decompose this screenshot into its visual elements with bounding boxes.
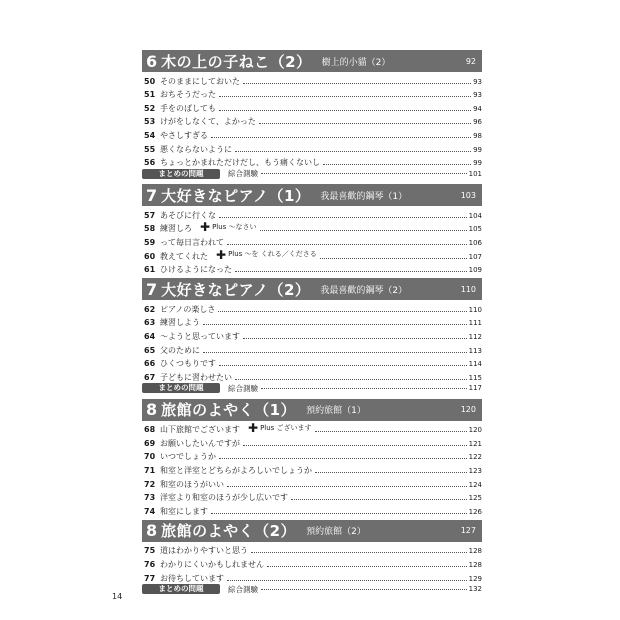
toc-entry[interactable] — [142, 542, 482, 556]
toc-entry[interactable] — [142, 300, 482, 314]
plus-note — [216, 249, 317, 261]
leader-dots — [315, 472, 467, 473]
toc-entry[interactable] — [142, 247, 482, 261]
entry-text: 和室にします — [160, 506, 208, 516]
entry-number: 71 — [144, 466, 156, 476]
leader-dots — [320, 258, 467, 259]
lesson-section — [142, 520, 482, 596]
entry-text: 父のために — [160, 345, 200, 355]
leader-dots — [261, 589, 467, 590]
lesson-page: 103 — [460, 190, 476, 200]
plus-note — [200, 221, 257, 233]
lesson-page: 127 — [460, 526, 476, 536]
review-entry[interactable] — [142, 167, 482, 180]
lesson-section — [142, 399, 482, 516]
review-badge: まとめの問題 — [142, 383, 220, 393]
entry-text: おちそうだった — [160, 90, 216, 100]
entry-number: 55 — [144, 144, 156, 154]
leader-dots — [211, 513, 467, 514]
entry-number: 53 — [144, 117, 156, 127]
entry-page: 99 — [473, 145, 482, 154]
leader-dots — [235, 379, 467, 380]
entry-page: 94 — [473, 104, 482, 113]
plus-text: Plus ございます — [260, 423, 312, 432]
entry-text: 練習しろ — [160, 224, 192, 234]
entry-number: 52 — [144, 103, 156, 113]
entry-text: 練習しよう — [160, 318, 200, 328]
leader-dots — [243, 338, 467, 339]
entry-number: 74 — [144, 506, 156, 516]
lesson-section — [142, 184, 482, 274]
review-entry[interactable] — [142, 382, 482, 395]
leader-dots — [259, 123, 471, 124]
entry-page: 93 — [473, 77, 482, 86]
entry-number: 67 — [144, 372, 156, 382]
entry-text: ひくつもりです — [160, 359, 216, 369]
entry-number: 59 — [144, 237, 156, 247]
leader-dots — [219, 217, 467, 218]
entry-page: 93 — [473, 91, 482, 100]
plus-icon: ✚ — [216, 247, 227, 262]
review-badge: まとめの問題 — [142, 169, 220, 179]
leader-dots — [203, 352, 467, 353]
leader-dots — [267, 566, 467, 567]
entry-page: 125 — [468, 494, 482, 503]
leader-dots — [315, 431, 467, 432]
leader-dots — [251, 552, 467, 553]
leader-dots — [261, 173, 467, 174]
entry-number: 72 — [144, 479, 156, 489]
lesson-section — [142, 278, 482, 395]
leader-dots — [243, 83, 471, 84]
entry-number: 69 — [144, 438, 156, 448]
lesson-subtitle: 我最喜歡的鋼琴（1） — [320, 191, 408, 202]
entry-text: ひけるようになった — [160, 265, 232, 275]
toc-entry[interactable] — [142, 555, 482, 569]
leader-dots — [323, 164, 471, 165]
entry-text: わかりにくいかもしれません — [160, 560, 264, 570]
entry-number: 63 — [144, 318, 156, 328]
entry-text: って毎日言われて — [160, 237, 224, 247]
entry-number: 58 — [144, 224, 156, 234]
entry-page: 96 — [473, 118, 482, 127]
review-page: 132 — [468, 585, 482, 594]
entry-text: そのままにしておいた — [160, 76, 240, 86]
lesson-number: 8 — [146, 521, 158, 541]
leader-dots — [219, 458, 467, 459]
lesson-title: 大好きなピアノ（2） — [161, 280, 311, 299]
entry-page: 111 — [468, 319, 482, 328]
toc-entry[interactable] — [142, 421, 482, 435]
leader-dots — [219, 96, 471, 97]
entry-page: 121 — [468, 439, 482, 448]
lesson-subtitle: 預約旅館（1） — [306, 406, 366, 417]
toc-entry[interactable] — [142, 569, 482, 583]
page-number: 14 — [112, 592, 123, 601]
entry-text: 道はわかりやすいと思う — [160, 546, 248, 556]
lesson-section — [142, 50, 482, 180]
lesson-title: 木の上の子ねこ（2） — [161, 52, 312, 71]
entry-number: 50 — [144, 76, 156, 86]
entry-page: 124 — [468, 480, 482, 489]
toc-entry[interactable] — [142, 502, 482, 516]
entry-text: けがをしなくて、よかった — [160, 117, 256, 127]
lesson-header[interactable] — [142, 520, 482, 542]
lesson-header[interactable] — [142, 399, 482, 421]
toc-entry[interactable] — [142, 475, 482, 489]
entry-number: 62 — [144, 304, 156, 314]
leader-dots — [235, 271, 467, 272]
leader-dots — [211, 137, 471, 138]
toc-entry[interactable] — [142, 154, 482, 168]
review-page: 101 — [468, 169, 482, 178]
entry-number: 70 — [144, 452, 156, 462]
entry-page: 110 — [468, 305, 482, 314]
toc-entry[interactable] — [142, 86, 482, 100]
entry-text: お待ちしています — [160, 573, 224, 583]
review-label: 綜合測驗 — [228, 169, 258, 179]
table-of-contents — [142, 50, 482, 600]
entry-page: 99 — [473, 159, 482, 168]
entry-text: 教えてくれた — [160, 251, 208, 261]
toc-entry[interactable] — [142, 489, 482, 503]
entry-page: 104 — [468, 211, 482, 220]
leader-dots — [218, 311, 466, 312]
entry-page: 112 — [468, 332, 482, 341]
lesson-number: 7 — [146, 279, 158, 299]
leader-dots — [260, 230, 467, 231]
leader-dots — [219, 365, 467, 366]
entry-text: 洋室より和室のほうが少し広いです — [160, 493, 288, 503]
toc-entry[interactable] — [142, 327, 482, 341]
entry-number: 77 — [144, 573, 156, 583]
entry-number: 64 — [144, 331, 156, 341]
leader-dots — [219, 110, 471, 111]
entry-page: 107 — [468, 252, 482, 261]
toc-entry[interactable] — [142, 99, 482, 113]
toc-entry[interactable] — [142, 140, 482, 154]
review-entry[interactable] — [142, 583, 482, 596]
toc-entry[interactable] — [142, 461, 482, 475]
entry-page: 98 — [473, 131, 482, 140]
lesson-page: 92 — [465, 56, 476, 66]
entry-page: 113 — [468, 346, 482, 355]
entry-number: 65 — [144, 345, 156, 355]
toc-entry[interactable] — [142, 126, 482, 140]
lesson-header[interactable] — [142, 50, 482, 72]
lesson-number: 8 — [146, 400, 158, 420]
lesson-subtitle: 預約旅館（2） — [306, 527, 366, 538]
toc-entry[interactable] — [142, 261, 482, 275]
entry-number: 54 — [144, 130, 156, 140]
entry-page: 115 — [468, 373, 482, 382]
lesson-subtitle: 樹上的小貓（2） — [321, 57, 391, 68]
lesson-header[interactable] — [142, 184, 482, 206]
plus-text: Plus ～なさい — [212, 222, 257, 231]
plus-text: Plus ～を くれる／くださる — [228, 250, 317, 259]
toc-entry[interactable] — [142, 233, 482, 247]
leader-dots — [227, 580, 467, 581]
plus-icon: ✚ — [200, 220, 211, 235]
entry-number: 51 — [144, 90, 156, 100]
entry-page: 114 — [468, 360, 482, 369]
toc-entry[interactable] — [142, 434, 482, 448]
leader-dots — [261, 388, 467, 389]
entry-page: 128 — [468, 547, 482, 556]
leader-dots — [203, 324, 467, 325]
lesson-page: 110 — [460, 284, 476, 294]
toc-entry[interactable] — [142, 355, 482, 369]
leader-dots — [243, 445, 467, 446]
entry-page: 109 — [468, 266, 482, 275]
entry-number: 60 — [144, 251, 156, 261]
entry-page: 122 — [468, 453, 482, 462]
entry-text: 悪くならないように — [160, 144, 232, 154]
entry-page: 128 — [468, 561, 482, 570]
toc-entry[interactable] — [142, 220, 482, 234]
entry-number: 73 — [144, 493, 156, 503]
lesson-number: 6 — [146, 51, 158, 71]
lesson-header[interactable] — [142, 278, 482, 300]
plus-note — [248, 422, 312, 434]
toc-entry[interactable] — [142, 341, 482, 355]
entry-text: 山下旅館でございます — [160, 425, 240, 435]
entry-text: 和室のほうがいい — [160, 479, 224, 489]
entry-number: 68 — [144, 425, 156, 435]
entry-text: やさしすぎる — [160, 130, 208, 140]
entry-text: ちょっとかまれただけだし、もう痛くないし — [160, 158, 320, 168]
leader-dots — [235, 151, 471, 152]
entry-page: 106 — [468, 238, 482, 247]
entry-number: 56 — [144, 158, 156, 168]
entry-text: ～ようと思っています — [160, 331, 240, 341]
entry-page: 129 — [468, 574, 482, 583]
entry-page: 120 — [468, 426, 482, 435]
entry-number: 61 — [144, 265, 156, 275]
entry-text: ピアノの楽しさ — [160, 304, 216, 314]
lesson-title: 旅館のよやく（1） — [161, 401, 297, 420]
entry-text: いつでしょうか — [160, 452, 216, 462]
lesson-subtitle: 我最喜歡的鋼琴（2） — [320, 285, 408, 296]
entry-number: 76 — [144, 560, 156, 570]
lesson-number: 7 — [146, 185, 158, 205]
entry-text: 手をのばしても — [160, 103, 216, 113]
toc-entry[interactable] — [142, 113, 482, 127]
toc-entry[interactable] — [142, 314, 482, 328]
review-label: 綜合測驗 — [228, 584, 258, 594]
lesson-title: 旅館のよやく（2） — [161, 522, 297, 541]
toc-entry[interactable] — [142, 206, 482, 220]
entry-number: 75 — [144, 546, 156, 556]
entry-number: 57 — [144, 210, 156, 220]
entry-text: あそびに行くな — [160, 210, 216, 220]
review-label: 綜合測驗 — [228, 383, 258, 393]
review-page: 117 — [468, 384, 482, 393]
toc-entry[interactable] — [142, 368, 482, 382]
entry-number: 66 — [144, 359, 156, 369]
leader-dots — [227, 486, 467, 487]
plus-icon: ✚ — [248, 421, 259, 436]
entry-text: お願いしたいんですが — [160, 438, 240, 448]
lesson-page: 120 — [460, 405, 476, 415]
leader-dots — [291, 499, 467, 500]
leader-dots — [227, 244, 467, 245]
entry-page: 126 — [468, 507, 482, 516]
review-badge: まとめの問題 — [142, 584, 220, 594]
lesson-title: 大好きなピアノ（1） — [161, 186, 311, 205]
entry-text: 子どもに習わせたい — [160, 372, 232, 382]
toc-entry[interactable] — [142, 448, 482, 462]
entry-page: 123 — [468, 467, 482, 476]
toc-entry[interactable] — [142, 72, 482, 86]
entry-page: 105 — [468, 225, 482, 234]
entry-text: 和室と洋室とどちらがよろしいでしょうか — [160, 466, 312, 476]
